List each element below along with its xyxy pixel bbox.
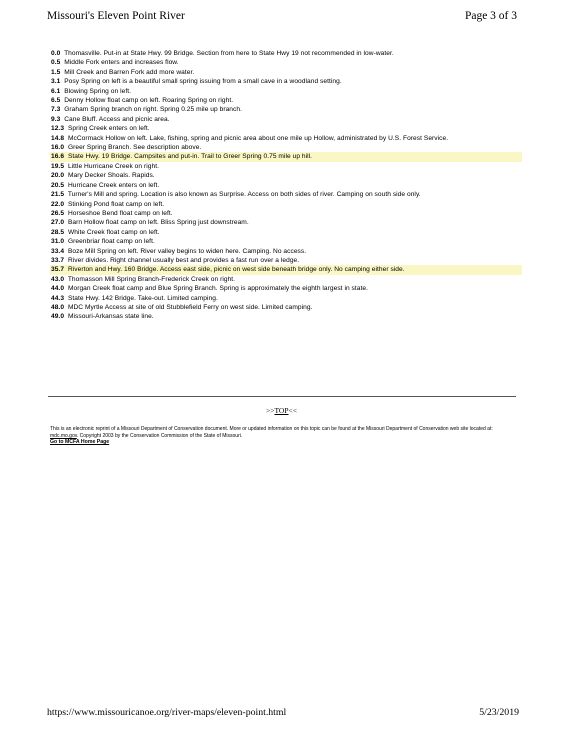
mile-description: Morgan Creek float camp and Blue Spring Branch. Spring is approximately the eighth largest in state. xyxy=(67,285,368,293)
mile-entry xyxy=(50,58,522,67)
notice-text-before: This is an electronic reprint of a Missouri Department of Conservation document. More or updated information on this topic can be found at the Missouri Department of Conservation web site located at: xyxy=(50,426,493,432)
mile-description: Greer Spring Branch. See description above. xyxy=(67,144,202,152)
mile-entry xyxy=(50,115,522,124)
mile-entry xyxy=(50,105,522,114)
mile-entry xyxy=(50,134,522,143)
section-divider xyxy=(48,396,516,397)
mile-entry xyxy=(50,152,522,161)
mile-entry xyxy=(50,303,522,312)
mile-description: Spring Creek enters on left. xyxy=(67,125,150,133)
mile-description: Graham Spring branch on right. Spring 0.25 mile up branch. xyxy=(64,106,242,114)
mile-description: Horseshoe Bend float camp on left. xyxy=(67,209,173,217)
mile-number: 20.5 xyxy=(51,181,65,189)
mile-description: State Hwy. 19 Bridge. Campsites and put-in. Trail to Greer Spring 0.75 mile up hill. xyxy=(67,153,313,161)
mile-number: 16.6 xyxy=(51,153,65,161)
mcfa-home-link[interactable]: Go to MCFA Home Page xyxy=(50,439,110,446)
top-link-prefix: >> xyxy=(266,406,275,415)
mile-number: 22.0 xyxy=(51,200,65,208)
mdc-website-link[interactable]: mdc.mo.gov xyxy=(50,432,77,439)
page-number: Page 3 of 3 xyxy=(464,10,517,22)
mile-description: Barn Hollow float camp on left. Bliss Spring just downstream. xyxy=(67,219,249,227)
footer-date: 5/23/2019 xyxy=(479,707,519,718)
mile-entry xyxy=(50,284,522,293)
mile-description: Thomasson Mill Spring Branch-Frederick Creek on right. xyxy=(67,275,236,283)
mile-entry xyxy=(50,124,522,133)
mile-entry xyxy=(50,190,522,199)
mile-description: Denny Hollow float camp on left. Roaring Spring on right. xyxy=(64,97,234,105)
mile-entry xyxy=(50,87,522,96)
mile-description: Greenbriar float camp on left. xyxy=(67,238,155,246)
mile-number: 9.3 xyxy=(51,115,61,123)
mile-entry xyxy=(50,256,522,265)
mile-entry xyxy=(50,143,522,152)
top-link[interactable]: TOP xyxy=(274,406,289,415)
footer-url: https://www.missouricanoe.org/river-maps/eleven-point.html xyxy=(47,707,287,718)
mile-description: McCormack Hollow on left. Lake, fishing, spring and picnic area about one mile up Hollow, administrated by U.S. Forest Service. xyxy=(67,134,449,142)
mile-description: State Hwy. 142 Bridge. Take-out. Limited camping. xyxy=(67,294,218,302)
mile-number: 44.0 xyxy=(51,285,65,293)
mile-entry xyxy=(50,228,522,237)
mile-number: 21.5 xyxy=(51,191,65,199)
top-navigation xyxy=(0,406,563,415)
mile-number: 35.7 xyxy=(51,266,65,274)
mile-number: 27.0 xyxy=(51,219,65,227)
mile-number: 6.5 xyxy=(51,97,61,105)
mile-number: 33.4 xyxy=(51,247,65,255)
mile-entry xyxy=(50,265,522,274)
mile-number: 49.0 xyxy=(51,313,65,321)
mile-description: Stinking Pond float camp on left. xyxy=(67,200,165,208)
mile-number: 12.3 xyxy=(51,125,65,133)
mile-description: Riverton and Hwy. 160 Bridge. Access east side, picnic on west side beneath bridge only. No camping either side. xyxy=(67,266,405,274)
mile-number: 3.1 xyxy=(51,78,61,86)
mile-description: Cane Bluff. Access and picnic area. xyxy=(64,115,170,123)
mile-description: Boze Mill Spring on left. River valley begins to widen here. Camping. No access. xyxy=(67,247,307,255)
mile-description: Missouri-Arkansas state line. xyxy=(67,313,154,321)
mile-number: 31.0 xyxy=(51,238,65,246)
mile-description: MDC Myrtle Access at site of old Stubblefield Ferry on west side. Limited camping. xyxy=(67,303,313,311)
mile-entry xyxy=(50,275,522,284)
mile-description: River divides. Right channel usually best and provides a fast run over a ledge. xyxy=(67,256,300,264)
top-link-suffix: << xyxy=(288,406,297,415)
mile-description: Posy Spring on left is a beautiful small spring issuing from a small cave in a woodland setting. xyxy=(64,78,342,86)
mile-number: 16.0 xyxy=(51,144,65,152)
mile-number: 0.0 xyxy=(51,50,61,57)
mile-description: Hurricane Creek enters on left. xyxy=(67,181,160,189)
mile-entry xyxy=(50,181,522,190)
mile-number: 7.3 xyxy=(51,106,61,114)
mile-entry xyxy=(50,218,522,227)
mile-entry xyxy=(50,162,522,171)
mile-number: 33.7 xyxy=(51,256,65,264)
mile-entry xyxy=(50,171,522,180)
mile-entry xyxy=(50,237,522,246)
mile-entry xyxy=(50,247,522,256)
mile-description: White Creek float camp on left. xyxy=(67,228,160,236)
mile-description: Turner's Mill and spring. Location is also known as Surprise. Access on both sides of river. Camping on south side only. xyxy=(67,191,421,199)
mile-description: Mary Decker Shoals. Rapids. xyxy=(67,172,155,180)
mile-entry xyxy=(50,77,522,86)
mile-description: Middle Fork enters and increases flow. xyxy=(64,59,179,67)
mile-number: 28.5 xyxy=(51,228,65,236)
mile-description: Little Hurricane Creek on right. xyxy=(67,162,159,170)
mile-number: 20.0 xyxy=(51,172,65,180)
mile-number: 6.1 xyxy=(51,87,61,95)
mile-number: 19.5 xyxy=(51,162,65,170)
mile-entry xyxy=(50,294,522,303)
mile-number: 43.0 xyxy=(51,275,65,283)
mile-entry xyxy=(50,68,522,77)
notice-text-after: . Copyright 2003 by the Conservation Commission of the State of Missouri. xyxy=(76,432,243,439)
mile-number: 48.0 xyxy=(51,303,65,311)
mile-number: 14.8 xyxy=(51,134,65,142)
river-mile-log xyxy=(50,49,522,322)
mile-number: 26.5 xyxy=(51,209,65,217)
mile-number: 1.5 xyxy=(51,68,61,76)
mile-entry xyxy=(50,312,522,321)
mile-entry xyxy=(50,200,522,209)
mile-number: 44.3 xyxy=(51,294,65,302)
mile-entry xyxy=(50,96,522,105)
mile-description: Blowing Spring on left. xyxy=(64,87,131,95)
mile-description: Mill Creek and Barren Fork add more water. xyxy=(64,68,195,76)
document-title: Missouri's Eleven Point River xyxy=(47,10,185,22)
mile-number: 0.5 xyxy=(51,59,61,67)
copyright-notice xyxy=(50,426,510,446)
mile-entry xyxy=(50,209,522,218)
mile-description: Thomasville. Put-in at State Hwy. 99 Bridge. Section from here to State Hwy 19 not recommended in low-water. xyxy=(64,50,394,57)
mile-entry xyxy=(50,49,522,58)
